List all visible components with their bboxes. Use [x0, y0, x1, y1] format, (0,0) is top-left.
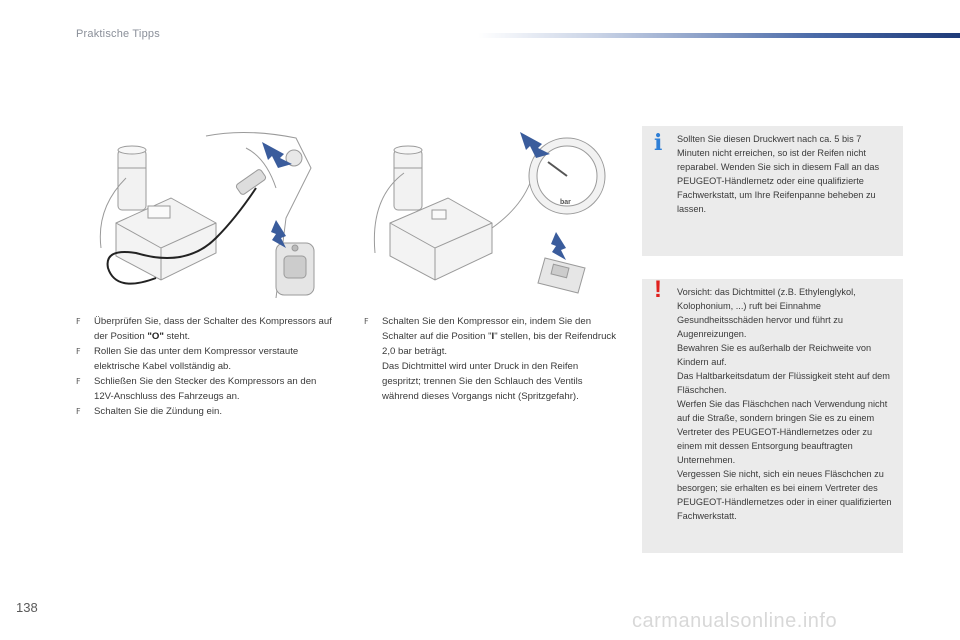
middle-steps-list [364, 314, 616, 404]
watermark: carmanualsonline.info [632, 610, 838, 632]
bullet-marker: F [76, 377, 81, 386]
step-text: Rollen Sie das unter dem Kompressor verstaute elektrische Kabel vollständig ab. [94, 346, 299, 372]
step-text: Schalten Sie die Zündung ein. [94, 406, 223, 417]
compressor-plug-in-illustration [96, 128, 324, 300]
warning-paragraph: Bewahren Sie es außerhalb der Reichweite von Kindern auf. [677, 343, 872, 367]
step-text: steht. [163, 331, 191, 342]
bullet-marker: F [364, 317, 369, 326]
step-text: Überprüfen Sie, dass der Schalter des Kompressors auf der Position [94, 316, 332, 342]
step-item [364, 314, 616, 404]
bullet-marker: F [76, 407, 81, 416]
info-icon: i [654, 130, 663, 156]
bullet-marker: F [76, 347, 81, 356]
warning-paragraph: Vorsicht: das Dichtmittel (z.B. Ethylenglykol, Kolophonium, ...) ruft bei Einnahme Gesundheitsschäden hervor und führt zu Augenreizungen. [677, 287, 856, 339]
step-item [76, 344, 336, 374]
step-text: Schließen Sie den Stecker des Kompressors an den 12V-Anschluss des Fahrzeugs an. [94, 376, 317, 402]
warning-paragraph: Das Haltbarkeitsdatum der Flüssigkeit steht auf dem Fläschchen. [677, 371, 890, 395]
left-steps-list [76, 314, 336, 419]
bullet-marker: F [76, 317, 81, 326]
step-text: Das Dichtmittel wird unter Druck in den Reifen gespritzt; trennen Sie den Schlauch des Ventils während dieses Vorgangs nicht (Spritzgefahr). [382, 361, 583, 402]
info-text: Sollten Sie diesen Druckwert nach ca. 5 bis 7 Minuten nicht erreichen, so ist der Reifen nicht reparabel. Wenden Sie sich in diesem Fall an das PEUGEOT-Händlernetz oder eine qualifizierte Fachwerkstatt, um Ihre Reifenpanne beheben zu lassen. [677, 134, 880, 214]
step-item [76, 314, 336, 344]
warning-paragraph: Werfen Sie das Fläschchen nach Verwendung nicht auf die Straße, sondern bringen Sie es zu einem Vertreter des PEUGEOT-Händlernetzes oder zu einem mit dessen Entsorgung beauftragten Unternehmen. [677, 399, 888, 465]
warning-paragraph: Vergessen Sie nicht, sich ein neues Fläschchen zu besorgen; sie erhalten es bei einem Vertreter des PEUGEOT-Händlernetzes oder in einer qualifizierten Fachwerkstatt. [677, 469, 892, 521]
gauge-unit-label: bar [560, 199, 571, 206]
compressor-pressure-gauge-illustration [370, 128, 610, 300]
step-text: Schalten Sie den Kompressor ein, indem Sie den Schalter auf die Position " [382, 316, 592, 342]
step-item [76, 374, 336, 404]
info-box [642, 126, 903, 256]
section-title: Praktische Tipps [76, 28, 160, 40]
step-text: " stellen, bis der Reifendruck 2,0 bar beträgt. [382, 331, 617, 357]
page-number: 138 [16, 600, 38, 615]
position-label: "O" [147, 331, 164, 342]
header-gradient-bar [478, 33, 960, 38]
warning-icon: ! [654, 276, 662, 303]
warning-box [642, 276, 903, 553]
position-label: I [491, 331, 495, 342]
step-item [76, 404, 336, 419]
